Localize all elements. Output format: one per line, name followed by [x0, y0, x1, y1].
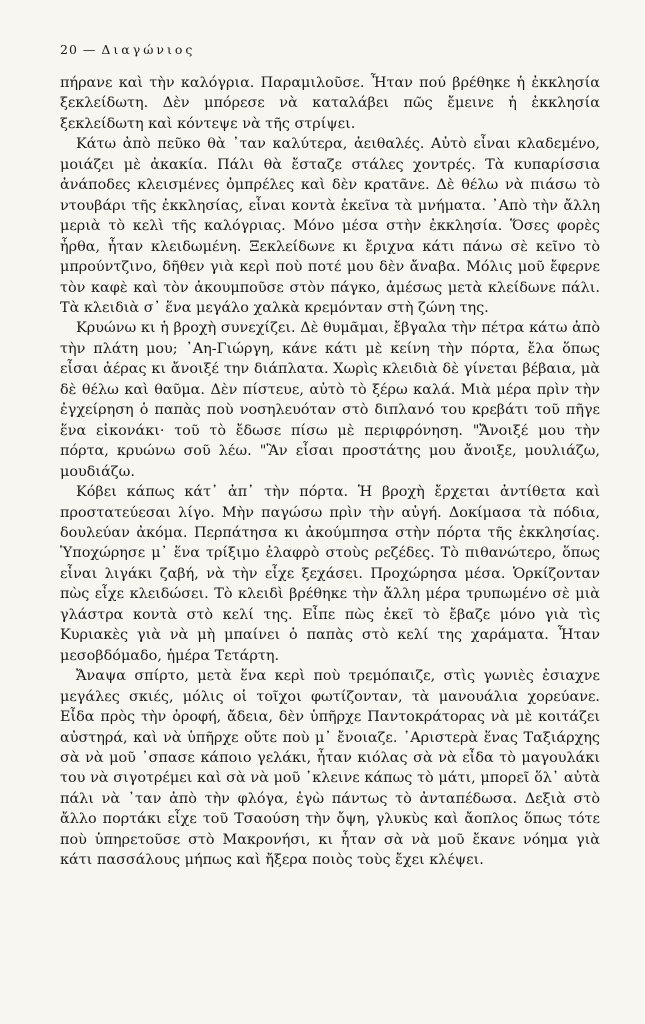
body-text — [60, 73, 600, 871]
running-head-separator: — — [82, 42, 97, 57]
book-page — [60, 42, 600, 871]
paragraph-2: Κάτω ἀπὸ πεῦκο θὰ ᾽ταν καλύτερα, ἀειθαλές. Αὐτὸ εἶναι κλαδεμένο, μοιάζει μὲ ἀκακία. Πάλι θὰ ἔσταζε στάλες χοντρές. Τὰ κυπαρίσσια ἀνάποδες κλεισμένες ὀμπρέλες καὶ δὲν κρατᾶνε. Δὲ θέλω νὰ πιάσω τὸ ντουβάρι τῆς ἐκκλησίας, εἶναι κοντὰ ἐκεῖνα τὰ μνήματα. ᾽Απὸ τὴν ἄλλη μεριὰ τὸ κελὶ τῆς καλόγριας. Μόνο μέσα στὴν ἐκκλησία. Ὅσες φορὲς ἦρθα, ἦταν κλειδωμένη. Ξεκλείδωνε κι ἔριχνα κάτι πάνω σὲ κεῖνο τὸ μπρούντζινο, δῆθεν γιὰ κερὶ ποὺ ποτέ μου δὲν ἄναβα. Μόλις μοῦ ἔφερνε τὸν καφὲ καὶ τὸν ἀκουμποῦσε στὸν πάγκο, ἀμέσως μετὰ κλείδωνε πάλι. Τὰ κλειδιὰ σ᾽ ἕνα μεγάλο χαλκὰ κρεμόνταν στὴ ζώνη της. — [60, 136, 600, 316]
paragraph-1: πήρανε καὶ τὴν καλόγρια. Παραμιλοῦσε. Ἦταν πού βρέθηκε ἡ ἐκκλησία ξεκλείδωτη. Δὲν μπόρεσε νὰ καταλάβει πῶς ἔμεινε ἡ ἐκκλησία ξεκλείδωτη καὶ κόντεψε νὰ τῆς στρίψει. — [60, 75, 600, 132]
running-head — [60, 42, 600, 57]
page-number: 20 — [60, 42, 78, 57]
paragraph-4: Κόβει κάπως κάτ᾽ ἀπ᾽ τὴν πόρτα. Ἡ βροχὴ ἔρχεται ἀντίθετα καὶ προστατεύεσαι λίγο. Μὴν παγώσω πρὶν τὴν αὐγή. Δοκίμασα τὰ πόδια, δουλεύαν ἀκόμα. Περπάτησα κι ἀκούμπησα στὴν πόρτα τῆς ἐκκλησίας. Ὑποχώρησε μ᾽ ἕνα τρίξιμο ἐλαφρὸ στοὺς ρεζέδες. Τὸ πιθανώτερο, ὅπως εἶναι λιγάκι ζαβή, νὰ τὴν εἶχε ξεχάσει. Προχώρησα μέσα. Ὁρκίζονταν πὼς εἶχε κλειδώσει. Τὸ κλειδὶ βρέθηκε τὴν ἄλλη μέρα τρυπωμένο σὲ μιὰ γλάστρα κοντὰ στὸ κελί της. Εἶπε πὼς ἐκεῖ τὸ ἔβαζε μόνο γιὰ τὶς Κυριακὲς γιὰ νὰ μὴ μπαίνει ὁ παπὰς στὸ κελί της χαράματα. Ἦταν μεσοβδόμαδο, ἡμέρα Τετάρτη. — [60, 484, 600, 664]
paragraph-3: Κρυώνω κι ἡ βροχὴ συνεχίζει. Δὲ θυμᾶμαι, ἔβγαλα τὴν πέτρα κάτω ἀπὸ τὴν πλάτη μου; ᾽Αη-Γιώργη, κάνε κάτι μὲ κείνη τὴν πόρτα, ἔλα ὅπως εἶσαι ἀέρας κι ἄνοιξέ την διάπλατα. Χωρὶς κλειδιὰ δὲ γίνεται βέβαια, μὰ δὲ θέλω καὶ θαῦμα. Δὲν πίστευε, αὐτὸ τὸ ξέρω καλά. Μιὰ μέρα πρὶν τὴν ἐγχείρηση ὁ παπὰς ποὺ νοσηλευόταν στὸ διπλανό του κρεβάτι τοῦ πῆγε ἕνα εἰκονάκι· τοῦ τὸ ἔδωσε πίσω μὲ περιφρόνηση. "Ἄνοιξέ μου τὴν πόρτα, κρυώνω σοῦ λέω. "Ἂν εἶσαι προστάτης μου ἄνοιξε, μουλιάζω, μουδιάζω. — [60, 320, 600, 480]
paragraph-5: Ἄναψα σπίρτο, μετὰ ἕνα κερὶ ποὺ τρεμόπαιζε, στὶς γωνιὲς ἐσιαχνε μεγάλες σκιές, μόλις οἱ τοῖχοι φωτίζονταν, τὰ μανουάλια χορεύανε. Εἶδα πρὸς τὴν ὀροφή, ἄδεια, δὲν ὑπῆρχε Παντοκράτορας νὰ μὲ κοιτάζει αὐστηρά, καὶ νὰ ὑπῆρχε οὔτε ποὺ μ᾽ ἔνοιαζε. ᾽Αριστερὰ ἕνας Ταξιάρχης σὰ νὰ μοῦ ᾽σπασε κάποιο γελάκι, ἦταν κιόλας σὰ νὰ εἶδα τὸ μαγουλάκι του νὰ σιγοτρέμει καὶ σὰ νὰ μοῦ ᾽κλεινε κάπως τὸ μάτι, μπορεῖ ὅλ᾽ αὐτὰ πάλι νὰ ᾽ταν ἀπὸ τὴν φλόγα, ἐγὼ πάντως τὸ ἀνταπέδωσα. Δεξιὰ στὸ ἄλλο πορτάκι εἶχε τοῦ Τσαούση τὴν ὄψη, γλυκὺς καὶ ἄοπλος ὅπως τότε ποὺ ὑπηρετοῦσε στὸ Μακρονήσι, κι ἦταν σὰ νὰ μοῦ ἔκανε νόημα γιὰ κάτι πασσάλους μήπως καὶ ἤξερα ποιὸς τοὺς ἔχει κλέψει. — [60, 668, 600, 869]
running-title: Διαγώνιος — [101, 42, 196, 57]
